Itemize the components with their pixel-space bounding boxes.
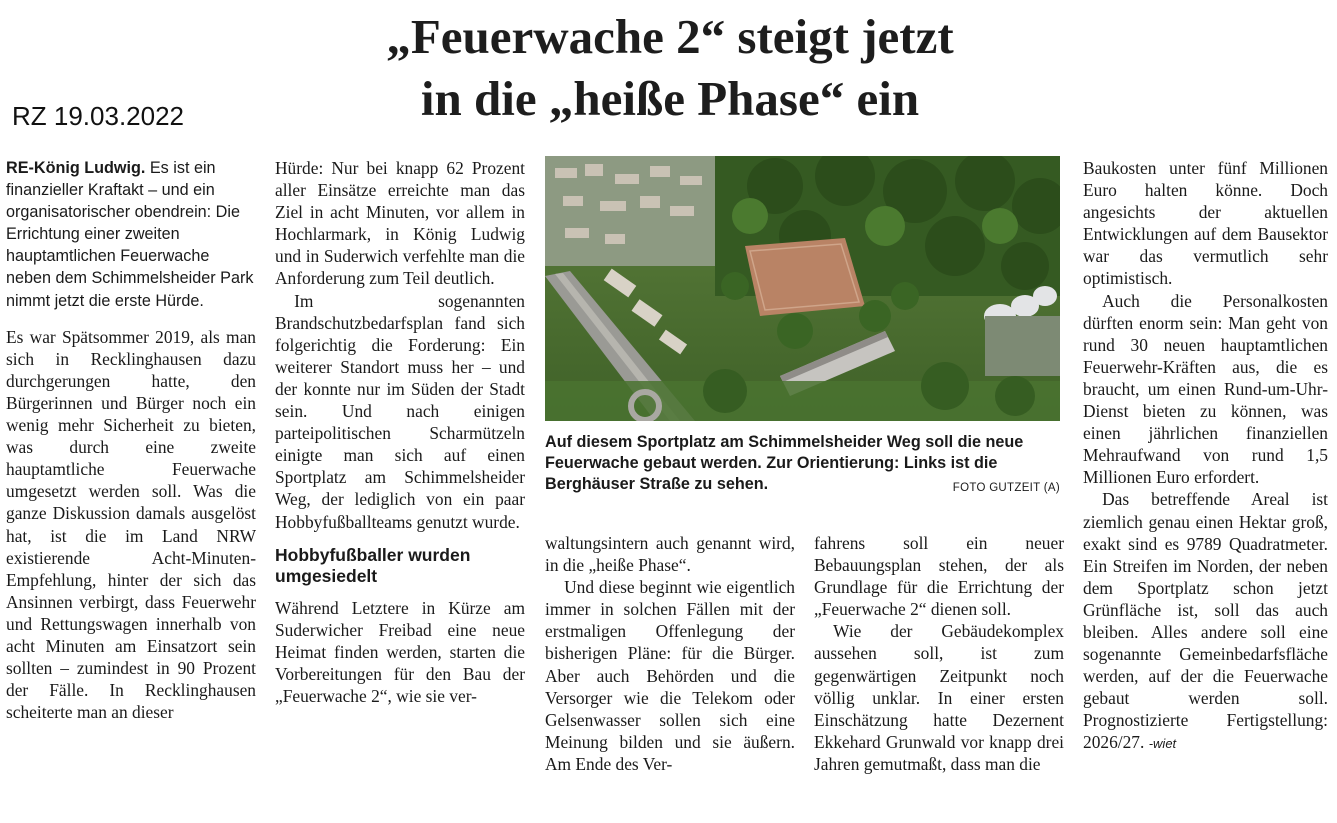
headline-line-2: in die „heiße Phase“ ein (420, 71, 920, 126)
article-column-2 (275, 157, 525, 707)
author-signature: -wiet (1148, 736, 1177, 752)
subheading: Hobbyfußballer wurden umgesiedelt (275, 544, 471, 586)
body-paragraph: Hürde: Nur bei knapp 62 Prozent aller Einsätze erreichte man das Ziel in acht Minuten, vor allem in Hochlarmark, in König Ludwig und in Suderwich verfehlte man die Anforderung zum Teil deutlich. (275, 158, 525, 289)
body-paragraph: Wie der Gebäudekomplex aussehen soll, ist zum gegenwärtigen Zeitpunkt noch völlig unklar. In einer ersten Einschätzung hatte Dezernent Ekkehard Grunwald vor knapp drei Jahren gemutmaßt, dass man die (814, 621, 1064, 774)
body-paragraph: Baukosten unter fünf Millionen Euro halten könne. Doch angesichts der aktuellen Entwicklungen auf dem Bausektor war das vermutlich sehr optimistisch. (1083, 158, 1328, 289)
headline-line-1: „Feuerwache 2“ steigt jetzt (386, 9, 954, 64)
body-paragraph: fahrens soll ein neuer Bebauungsplan stehen, der als Grundlage für die Errichtung der „Feuerwache 2“ dienen soll. (814, 533, 1064, 620)
photo-credit: FOTO GUTZEIT (A) (952, 482, 1060, 494)
aerial-photo (545, 156, 1060, 421)
photo-caption (545, 432, 1060, 499)
closing-text: Das betreffende Areal ist ziemlich genau einen Hektar groß, exakt sind es 9789 Quadratmeter. Ein Streifen im Norden, der neben dem Sportplatz schon jetzt Grünfläche ist, soll das auch bleiben. Alles andere soll eine sogenannte Gemeinbedarfsfläche werden, auf der die Feuerwache gebaut werden soll. Prognostizierte Fertigstellung: 2026/27. (1083, 489, 1328, 753)
lead-text: Es ist ein finanzieller Kraftakt – und ein organisatorischer obendrein: Die Errichtung einer zweiten hauptamtlichen Feuerwache neben dem Schimmelsheider Park nimmt jetzt die erste Hürde. (6, 159, 254, 310)
body-paragraph: Während Letztere in Kürze am Suderwicher Freibad eine neue Heimat finden werden, starten die Vorbereitungen für den Bau der „Feuerwache 2“, wie sie ver- (275, 597, 525, 706)
body-paragraph: Und diese beginnt wie eigentlich immer in solchen Fällen mit der erstmaligen Offenlegung der bisherigen Pläne: für die Bürger. Aber auch Behörden und die Versorger wie die Telekom oder Gelsenwasser sollen sich eine Meinung bilden und sie äußern. Am Ende des Ver- (545, 577, 795, 774)
caption-text: Auf diesem Sportplatz am Schimmelsheider Weg soll die neue Feuerwache gebaut werden. Zur Orientierung: Links ist die Berghäuser Straße zu sehen. (545, 433, 1024, 493)
article-column-3 (545, 532, 795, 775)
body-paragraph (1083, 488, 1328, 755)
article-column-4 (814, 532, 1064, 775)
article-column-1 (6, 157, 256, 723)
date-stamp: RZ 19.03.2022 (12, 101, 185, 131)
body-paragraph: Auch die Personalkosten dürften enorm sein: Man geht von rund 30 neuen hauptamtlichen Feuerwehr-Kräften aus, die es braucht, um einen Rund-um-Uhr-Dienst bieten zu können, was einen jährlichen finanziellen Mehraufwand von rund 1,5 Millionen Euro erfordert. (1083, 290, 1328, 488)
headline (300, 6, 1040, 130)
body-paragraph: waltungsintern auch genannt wird, in die „heiße Phase“. (545, 533, 795, 576)
body-paragraph: Im sogenannten Brandschutzbedarfsplan fand sich folgerichtig die Forderung: Ein weiterer Standort muss her – und der konnte nur im Süden der Stadt sein. Und nach einigen parteipolitischen Scharmützeln einigte man sich auf einen Sportplatz am Schimmelsheider Weg, der lediglich von ein paar Hobbyfußballteams genutzt wurde. (275, 290, 525, 532)
body-paragraph: Es war Spätsommer 2019, als man sich in Recklinghausen dazu durchgerungen hatte, den Bürgerinnen und Bürger noch ein wenig mehr Sicherheit zu bieten, was durch eine zweite hauptamtliche Feuerwache umgesetzt werden soll. Was die ganze Diskussion damals ausgelöst hat, ist die im Land NRW existierende Acht-Minuten-Empfehlung, hinter der sich das Ansinnen verbirgt, dass Feuerwehr und Rettungswagen innerhalb von acht Minuten am Einsatzort sein sollten – zumindest in 90 Prozent der Fälle. In Recklinghausen scheiterte man an dieser (6, 326, 256, 723)
article-column-5 (1083, 157, 1328, 756)
lead-paragraph (6, 157, 256, 312)
dateline: RE-König Ludwig. (6, 159, 146, 177)
